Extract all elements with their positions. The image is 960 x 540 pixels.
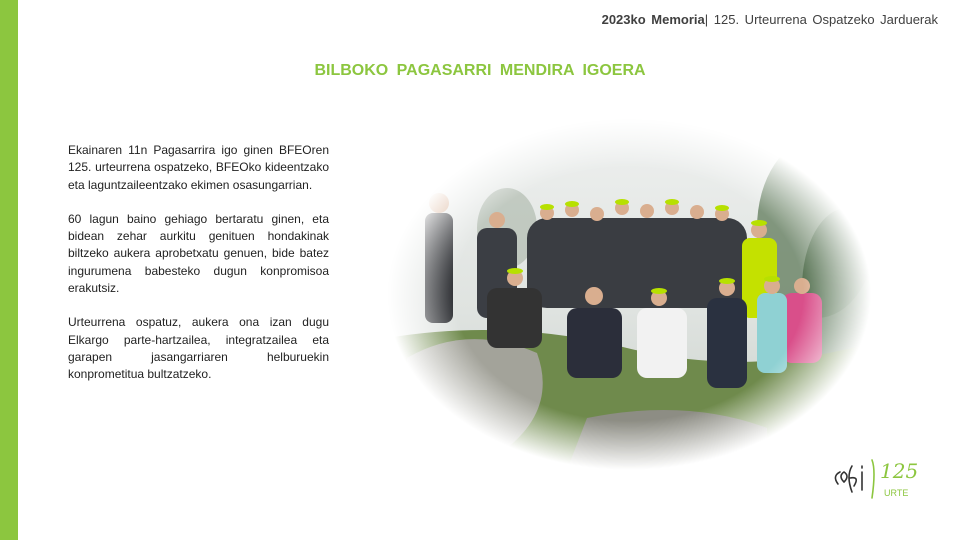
paragraph: Urteurrena ospatuz, aukera ona izan dugu Elkargo parte-hartzailea, integratzailea eta garapen jasangarriaren helburuekin konprometitua bultzatzeko. xyxy=(68,315,329,382)
paragraph: Ekainaren 11n Pagasarrira igo ginen BFEOren 125. urteurrena ospatzeko, BFEOko kideentzako eta laguntzaileentzako ekimen osasungarrian. xyxy=(68,143,329,192)
side-accent-bar xyxy=(0,0,18,540)
header-separator: | xyxy=(704,12,709,27)
svg-text:125: 125 xyxy=(880,459,919,483)
body-text xyxy=(68,142,329,401)
group-photo xyxy=(387,118,871,470)
page-header xyxy=(602,12,938,27)
page-title: BILBOKO PAGASARRI MENDIRA IGOERA xyxy=(314,62,646,79)
svg-text:URTE: URTE xyxy=(884,488,909,498)
cofbi-125-logo xyxy=(832,448,932,510)
header-title-bold: 2023ko Memoria xyxy=(601,12,705,27)
header-title-rest: 125. Urteurrena Ospatzeko Jarduerak xyxy=(708,12,938,27)
paragraph: 60 lagun baino gehiago bertaratu ginen, eta bidean zehar aurkitu genituen hondakinak biltzeko aukera aprobetxatu genuen, bide batez ingurumena babesteko dugun konpromisoa erakutsiz. xyxy=(68,211,329,296)
